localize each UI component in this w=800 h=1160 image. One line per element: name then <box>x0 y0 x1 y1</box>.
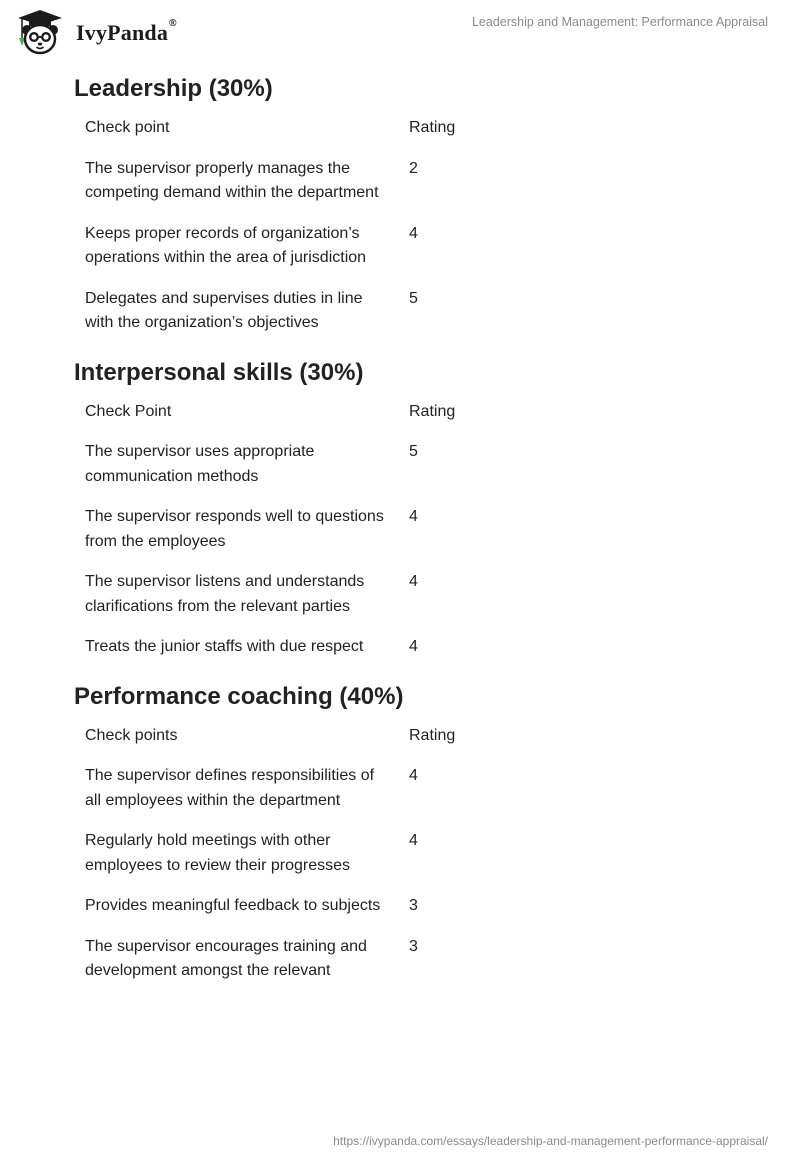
table-row <box>76 562 498 627</box>
column-header-rating: Rating <box>409 402 456 420</box>
table-row <box>76 821 498 886</box>
brand-logo[interactable] <box>14 8 177 56</box>
check-point-cell: The supervisor listens and understands clarifications from the relevant parties <box>85 573 365 615</box>
rating-cell: 4 <box>409 224 418 242</box>
registered-mark: ® <box>169 18 177 29</box>
rating-cell: 2 <box>409 159 418 177</box>
check-point-cell: Provides meaningful feedback to subjects <box>85 897 381 914</box>
table-row <box>76 214 498 279</box>
column-header-check-point: Check points <box>85 726 178 744</box>
check-point-cell: Keeps proper records of organization’s operations within the area of jurisdiction <box>85 224 367 266</box>
rating-cell: 3 <box>409 897 418 914</box>
table-header-row <box>76 716 498 757</box>
check-point-cell: Treats the junior staffs with due respect <box>85 638 364 655</box>
interpersonal-rating-table <box>76 392 498 668</box>
check-point-cell: The supervisor defines responsibilities of all employees within the department <box>85 767 375 809</box>
table-row <box>76 279 498 344</box>
section-heading-leadership: Leadership (30%) <box>74 75 273 102</box>
table-row <box>76 927 498 992</box>
source-url-link[interactable]: https://ivypanda.com/essays/leadership-and-management-performance-appraisal/ <box>333 1134 768 1148</box>
section-heading-performance-coaching: Performance coaching (40%) <box>74 682 404 710</box>
leadership-rating-table <box>76 108 498 344</box>
section-heading-interpersonal-skills: Interpersonal skills (30%) <box>74 358 364 386</box>
document-title: Leadership and Management: Performance Appraisal <box>471 15 768 29</box>
column-header-rating: Rating <box>409 726 456 744</box>
rating-cell: 5 <box>409 289 418 307</box>
rating-cell: 4 <box>409 508 418 525</box>
table-row <box>76 497 498 562</box>
performance-coaching-rating-table <box>76 716 498 992</box>
check-point-cell: Delegates and supervises duties in line with the organization’s objectives <box>85 289 363 331</box>
column-header-check-point: Check Point <box>85 402 172 420</box>
check-point-cell: The supervisor responds well to questions from the employees <box>85 508 384 550</box>
table-header-row <box>76 108 498 149</box>
check-point-cell: Regularly hold meetings with other employees to review their progresses <box>85 832 351 874</box>
check-point-cell: The supervisor uses appropriate communication methods <box>85 443 315 485</box>
essay-content <box>74 74 594 1006</box>
rating-cell: 4 <box>409 638 418 655</box>
brand-name: IvyPanda® <box>76 18 177 45</box>
table-row <box>76 756 498 821</box>
rating-cell: 4 <box>409 832 418 849</box>
table-row <box>76 627 498 668</box>
table-row <box>76 149 498 214</box>
rating-cell: 4 <box>409 573 418 590</box>
rating-cell: 5 <box>409 443 418 460</box>
table-row <box>76 432 498 497</box>
panda-graduate-logo-icon <box>14 8 66 56</box>
rating-cell: 4 <box>409 767 418 784</box>
page-header <box>0 0 800 60</box>
table-row <box>76 886 498 927</box>
table-header-row <box>76 392 498 433</box>
rating-cell: 3 <box>409 937 418 955</box>
check-point-cell: The supervisor properly manages the competing demand within the department <box>85 159 379 201</box>
column-header-check-point: Check point <box>85 119 170 136</box>
column-header-rating: Rating <box>409 119 456 136</box>
check-point-cell: The supervisor encourages training and development amongst the relevant <box>85 937 367 979</box>
